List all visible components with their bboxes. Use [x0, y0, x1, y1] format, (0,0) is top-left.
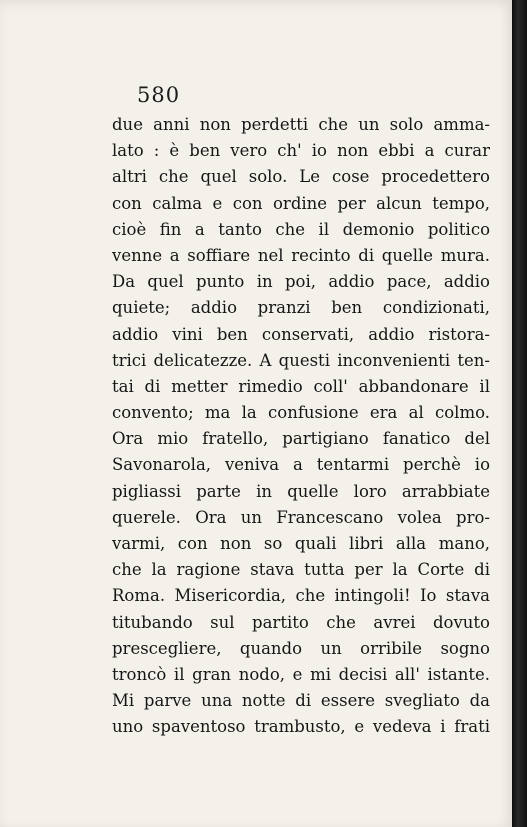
page-number: 580: [137, 83, 181, 107]
text-line: uno spaventoso trambusto, e vedeva i frati: [112, 717, 490, 737]
text-line: prescegliere, quando un orribile sogno: [112, 638, 490, 658]
text-line: due anni non perdetti che un solo amma-: [112, 115, 490, 134]
text-line: lato : è ben vero ch' io non ebbi a curar: [112, 141, 490, 161]
body-text: [112, 112, 490, 741]
text-line: varmi, con non so quali libri alla mano,: [112, 534, 490, 553]
page-edge-shadow: [512, 0, 527, 827]
text-line: venne a soffiare nel recinto di quelle mura.: [112, 245, 490, 265]
text-line: quiete; addio pranzi ben condizionati,: [112, 298, 490, 318]
text-line: convento; ma la confusione era al colmo.: [112, 403, 490, 423]
text-line: che la ragione stava tutta per la Corte di: [112, 560, 490, 580]
text-line: altri che quel solo. Le cose procedettero: [112, 167, 490, 187]
text-line: addio vini ben conservati, addio ristora-: [112, 324, 490, 344]
text-line: titubando sul partito che avrei dovuto: [112, 612, 490, 632]
text-line: querele. Ora un Francescano volea pro-: [112, 507, 490, 527]
text-line: cioè fin a tanto che il demonio politico: [112, 219, 490, 239]
text-line: Savonarola, veniva a tentarmi perchè io: [112, 455, 490, 475]
text-line: Da quel punto in poi, addio pace, addio: [112, 272, 490, 292]
text-line: Ora mio fratello, partigiano fanatico del: [112, 429, 490, 449]
text-line: Mi parve una notte di essere svegliato da: [112, 691, 490, 711]
text-line: Roma. Misericordia, che intingoli! Io stava: [112, 586, 490, 606]
text-line: trici delicatezze. A questi inconvenienti ten-: [112, 350, 490, 370]
text-line: troncò il gran nodo, e mi decisi all' istante.: [112, 664, 490, 684]
text-line: pigliassi parte in quelle loro arrabbiate: [112, 481, 490, 501]
text-line: con calma e con ordine per alcun tempo,: [112, 193, 490, 213]
text-line: tai di metter rimedio coll' abbandonare il: [112, 376, 490, 396]
